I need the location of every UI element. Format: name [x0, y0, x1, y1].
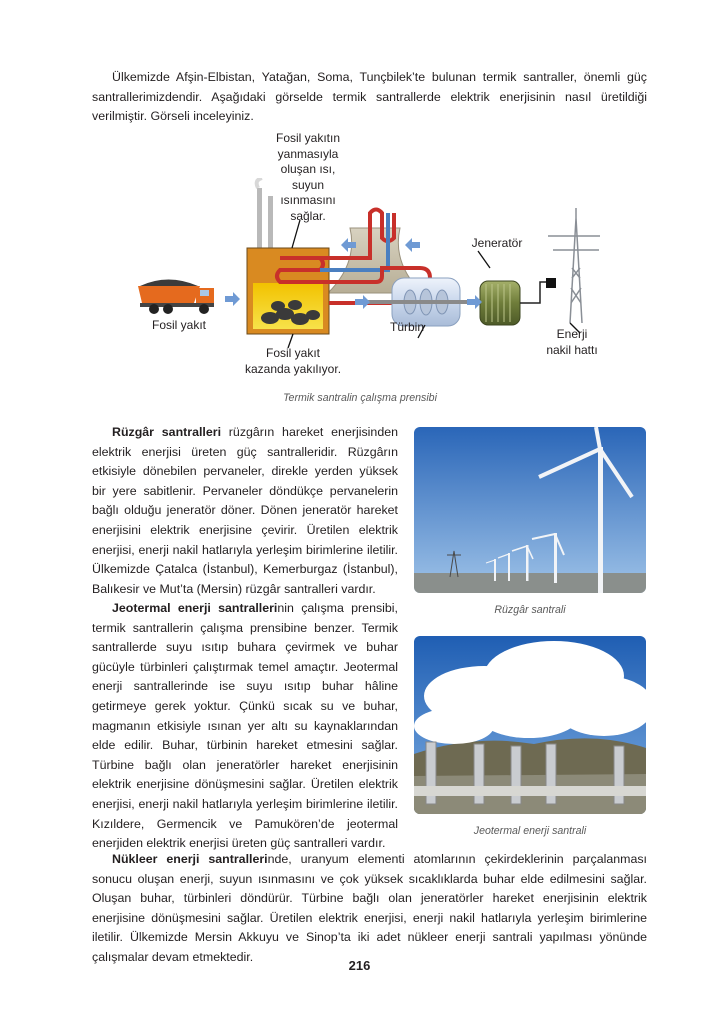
- geothermal-paragraph: Jeotermal enerji santrallerinin çalışma prensibi, termik santrallerin çalışma prensibine benzer. Termik santrallerde suyu ısıtıp buhara çevirmek ve buhar gücüyle türbinleri çalıştırmak temel amaçtır. Jeotermal enerji santrallerinde ise suyu ısıtıp buhar hâline getirmeye gerek yoktur. Çünkü sıcak su ve buhar, magmanın etkisiyle ısınan yer altı su kaynaklarından elde edilir. Buhar, türbinin hareket etmesini sağlar. Türbine bağlı olan jeneratörler hareket enerjisinin elektrik enerjisine dönüşmesini sağlar. Üretilen elektrik enerjisi, enerji nakil hatlarıyla yerleşim birimlerine iletilir. Kızıldere, Germencik ve Pamukören’de jeotermal enerjiden elektrik enerjisi üreten güç santralleri vardır.: [92, 601, 398, 851]
- label-boiler: Fosil yakıt kazanda yakılıyor.: [244, 346, 342, 376]
- label-heat: Fosil yakıtın yanmasıyla oluşan ısı, suyun ısınmasını sağlar.: [275, 131, 341, 223]
- geothermal-caption: Jeotermal enerji santrali: [473, 825, 587, 837]
- wind-farm-photo: [414, 427, 646, 593]
- label-generator: Jeneratör: [471, 236, 523, 250]
- dump-truck: [138, 280, 214, 315]
- wind-paragraph: Rüzgâr santralleri rüzgârın hareket enerjisinden elektrik enerjisi üreten güç santralleridir. Rüzgârın etkisiyle dönebilen pervaneler, direkle yerden yüksek bir yere sabitlenir. Pervaneler döndükçe pervanelerin bağlı olduğu jeneratör döner. Dönen jeneratör hareket enerjisini elektrik enerjisine çevirir. Üretilen elektrik enerjisi, enerji nakil hatlarıyla yerleşim birimlerine iletilir. Ülkemizde Çatalca (İstanbul), Kemerburgaz (İstanbul), Balıkesir ve Mut’ta (Mersin) rüzgâr santralleri vardır.: [92, 425, 398, 596]
- nuclear-title: Nükleer enerji santralleri: [112, 852, 268, 866]
- thermal-plant-diagram: [130, 178, 600, 383]
- nuclear-paragraph: Nükleer enerji santrallerinde, uranyum elementi atomlarının çekirdeklerinin parçalanması sonucu oluşan enerji, suyun ısınmasını ve çok yüksek sıcaklıklarda buhar elde edilmesini sağlar. Oluşan buhar, türbinleri döndürür. Türbine bağlı olan jeneratörler hareket enerjisinin elektrik enerjisine dönüşmesini sağlar. Üretilen elektrik enerjisi, enerji nakil hatlarıyla yerleşim birimlerine iletilir. Ülkemizde Mersin Akkuyu ve Sinop’ta iki adet nükleer enerji santrali yapılması yönünde çalışmalar devam etmektedir.: [92, 852, 647, 964]
- page-number: 216: [348, 958, 371, 973]
- wind-title: Rüzgâr santralleri: [112, 425, 222, 439]
- geothermal-title: Jeotermal enerji santralleri: [112, 601, 278, 615]
- label-transmission-line: Enerji nakil hattı: [546, 327, 598, 357]
- wind-caption: Rüzgâr santrali: [494, 604, 566, 616]
- transmission-tower: [548, 208, 600, 323]
- label-turbine: Türbin: [389, 320, 424, 334]
- label-fossil-fuel: Fosil yakıt: [151, 318, 206, 332]
- diagram-caption: Termik santralin çalışma prensibi: [283, 392, 437, 404]
- geothermal-plant-photo: [414, 636, 646, 814]
- intro-paragraph: Ülkemizde Afşin-Elbistan, Yatağan, Soma, Tunçbilek’te bulunan termik santraller, önemli güç santrallerimizdendir. Aşağıdaki görselde termik santrallerde elektrik enerjisinin nasıl üretildiği verilmiştir. Görseli inceleyiniz.: [92, 70, 647, 124]
